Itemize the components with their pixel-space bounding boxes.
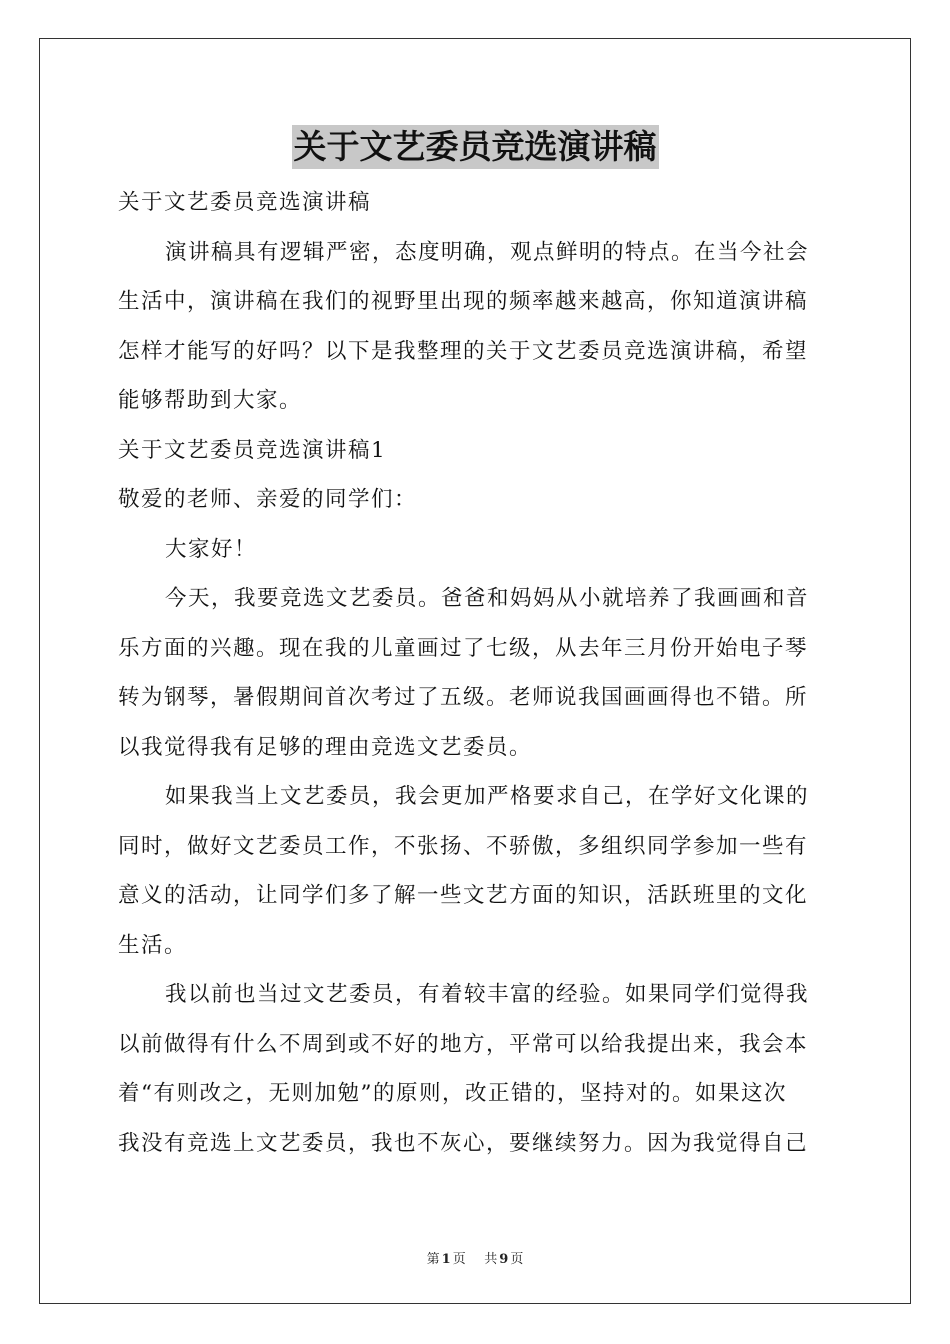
text-line: 我以前也当过文艺委员，有着较丰富的经验。如果同学们觉得我: [165, 982, 810, 1007]
text-line: 转为钢琴，暑假期间首次考过了五级。老师说我国画画得也不错。所: [118, 685, 809, 710]
text-line: 怎样才能写的好吗？以下是我整理的关于文艺委员竞选演讲稿，希望: [118, 338, 809, 364]
text-line: 以前做得有什么不周到或不好的地方，平常可以给我提出来，我会本: [118, 1031, 809, 1057]
footer-page-prefix: 第: [426, 1252, 440, 1267]
text-line: 大家好！: [165, 536, 258, 562]
footer-total-suffix: 页: [510, 1252, 524, 1267]
text-line: 着“有则改之，无则加勉”的原则，改正错的，坚持对的。如果这次: [118, 1081, 787, 1106]
text-line: 以我觉得我有足够的理由竞选文艺委员。: [118, 734, 533, 760]
text-line: 生活中，演讲稿在我们的视野里出现的频率越来越高，你知道演讲稿: [118, 289, 809, 314]
text-line: 演讲稿具有逻辑严密，态度明确，观点鲜明的特点。在当今社会: [165, 239, 810, 265]
footer-total-pages: 9: [499, 1252, 509, 1267]
text-line: 如果我当上文艺委员，我会更加严格要求自己，在学好文化课的: [165, 784, 810, 809]
text-line: 生活。: [118, 932, 188, 958]
text-line: 今天，我要竞选文艺委员。爸爸和妈妈从小就培养了我画画和音: [165, 586, 810, 611]
text-line: 能够帮助到大家。: [118, 388, 303, 413]
text-line: 关于文艺委员竞选演讲稿: [118, 190, 372, 215]
text-line: 意义的活动，让同学们多了解一些文艺方面的知识，活跃班里的文化: [118, 883, 809, 908]
page-footer: [0, 1248, 950, 1267]
text-line: 关于文艺委员竞选演讲稿1: [118, 437, 387, 463]
document-title: 关于文艺委员竞选演讲稿: [292, 125, 659, 169]
footer-page-suffix: 页: [452, 1252, 466, 1267]
text-line: 同时，做好文艺委员工作，不张扬、不骄傲，多组织同学参加一些有: [118, 833, 809, 859]
footer-total-prefix: 共: [484, 1252, 498, 1267]
title-container: [0, 125, 950, 169]
text-line: 敬爱的老师、亲爱的同学们：: [118, 487, 418, 512]
footer-page-number: 1: [441, 1252, 451, 1267]
document-body: [118, 178, 834, 1168]
text-line: 乐方面的兴趣。现在我的儿童画过了七级，从去年三月份开始电子琴: [118, 635, 809, 661]
text-line: 我没有竞选上文艺委员，我也不灰心，要继续努力。因为我觉得自己: [118, 1130, 809, 1156]
